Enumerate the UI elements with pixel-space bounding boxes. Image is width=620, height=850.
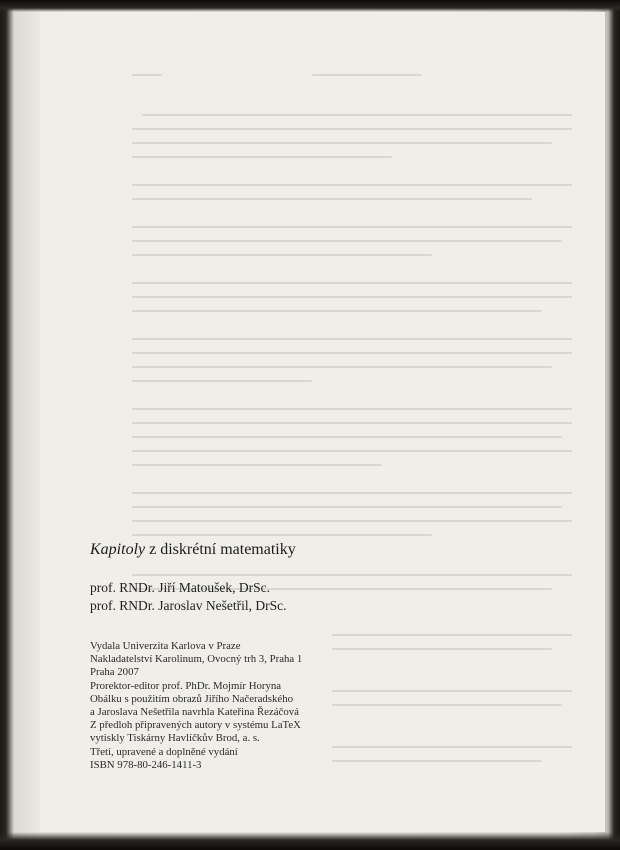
scan-bottom-edge bbox=[0, 832, 620, 850]
author-list bbox=[90, 579, 286, 615]
scan-top-edge bbox=[0, 0, 620, 12]
imprint-line: Vydala Univerzita Karlova v Praze bbox=[90, 640, 241, 652]
imprint-line: Praha 2007 bbox=[90, 666, 139, 679]
book-title bbox=[90, 541, 296, 559]
book-title-italic: Kapitoly bbox=[90, 541, 146, 558]
book-title-rest: z diskrétní matematiky bbox=[145, 541, 296, 558]
imprint-line: a Jaroslava Nešetřila navrhla Kateřina Řezáčová bbox=[90, 706, 299, 719]
imprint-line: Z předloh připravených autory v systému LaTeX bbox=[90, 719, 301, 732]
imprint-isbn: ISBN 978-80-246-1411-3 bbox=[90, 758, 202, 771]
imprint-line: Třetí, upravené a doplněné vydání bbox=[90, 745, 238, 758]
author-line: prof. RNDr. Jiří Matoušek, DrSc. bbox=[90, 580, 270, 595]
imprint-line: vytiskly Tiskárny Havlíčkův Brod, a. s. bbox=[90, 732, 260, 745]
imprint-line: Prorektor-editor prof. PhDr. Mojmír Horyna bbox=[90, 679, 282, 692]
imprint-block bbox=[90, 640, 302, 772]
imprint-line: Obálku s použitím obrazů Jiřího Načeradského bbox=[90, 692, 293, 705]
imprint-line: Nakladatelství Karolinum, Ovocný trh 3, Praha 1 bbox=[90, 653, 303, 666]
author-line: prof. RNDr. Jaroslav Nešetřil, DrSc. bbox=[90, 598, 287, 613]
